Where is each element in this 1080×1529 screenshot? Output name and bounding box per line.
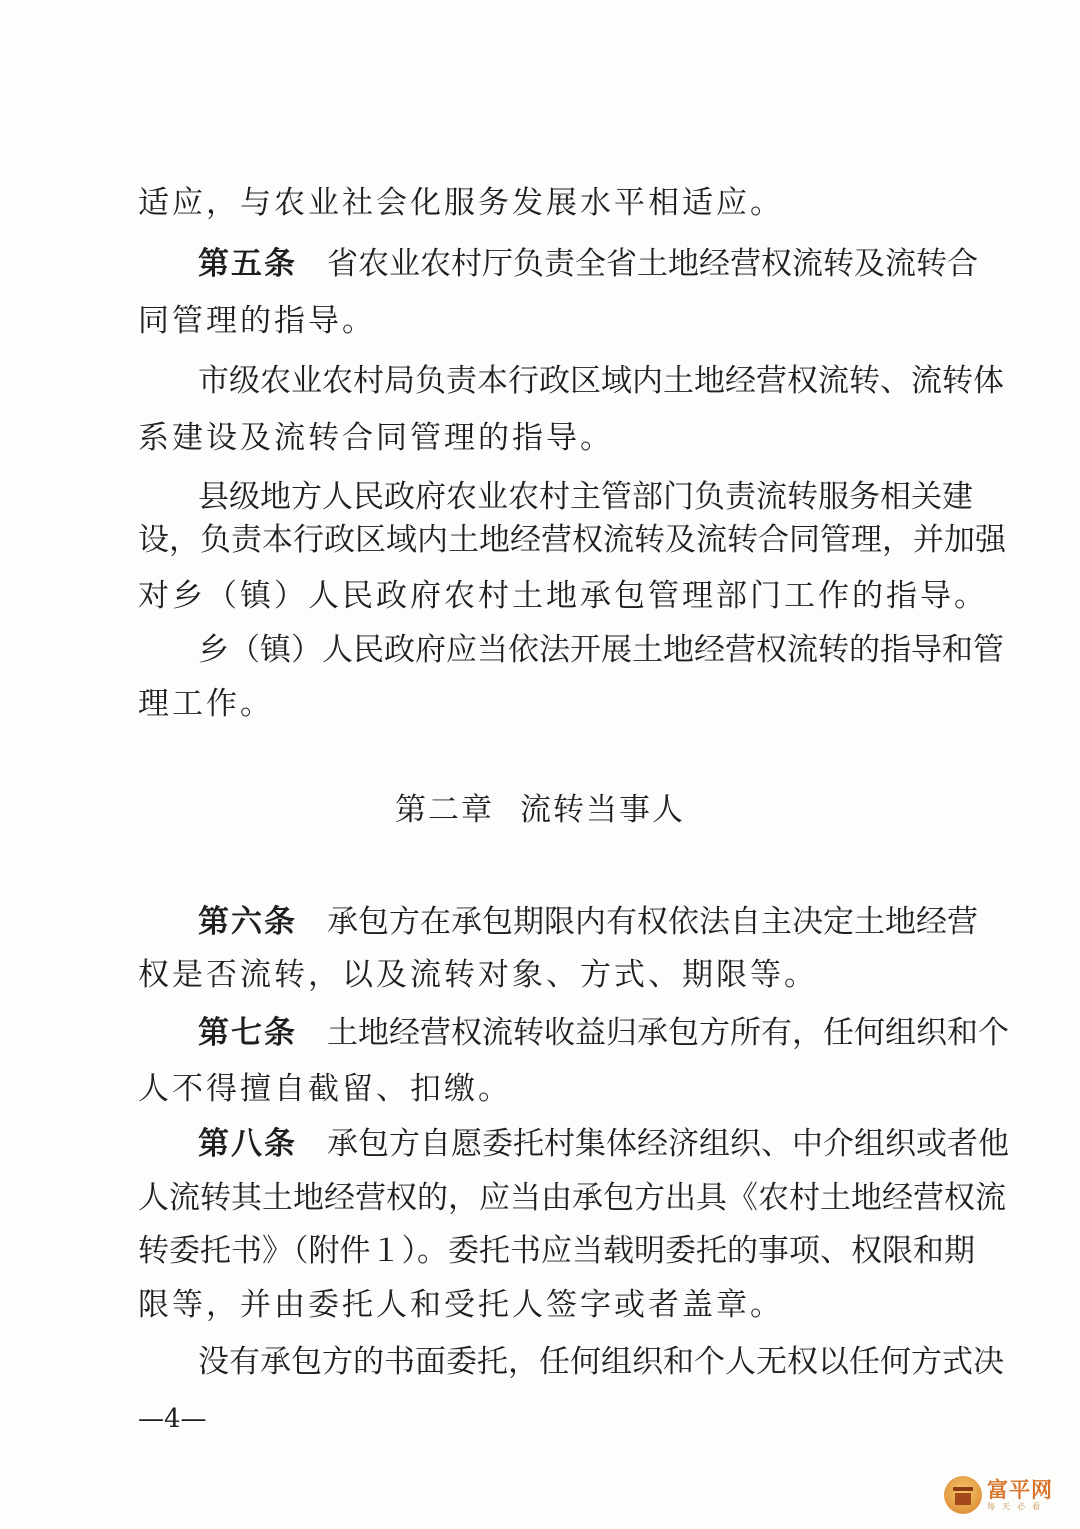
article-6-line xyxy=(198,902,978,942)
article-8-heading: 第八条 xyxy=(198,1126,297,1162)
paragraph-line: 市级农业农村局负责本行政区域内土地经营权流转、流转体 xyxy=(198,363,1004,399)
paragraph-line: 权是否流转，以及流转对象、方式、期限等。 xyxy=(138,957,818,993)
article-6-heading: 第六条 xyxy=(198,904,297,940)
tower-icon xyxy=(944,1476,982,1514)
watermark-slogan: 每天必看 xyxy=(987,1501,1047,1511)
paragraph-line: 省农业农村厅负责全省土地经营权流转及流转合 xyxy=(327,246,978,282)
paragraph-line: 土地经营权流转收益归承包方所有，任何组织和个 xyxy=(327,1015,1009,1051)
paragraph-line: 同管理的指导。 xyxy=(138,303,376,339)
article-7-line xyxy=(198,1013,1009,1053)
paragraph-line: 人流转其土地经营权的，应当由承包方出具《农村土地经营权流 xyxy=(138,1180,1006,1216)
paragraph-line: 承包方自愿委托村集体经济组织、中介组织或者他 xyxy=(327,1126,1009,1162)
paragraph-line: 适应，与农业社会化服务发展水平相适应。 xyxy=(138,185,784,221)
paragraph-line: 县级地方人民政府农业农村主管部门负责流转服务相关建 xyxy=(198,479,973,515)
watermark-logo xyxy=(944,1472,1070,1518)
paragraph-line: 承包方在承包期限内有权依法自主决定土地经营 xyxy=(327,904,978,940)
watermark-name: 富平网 xyxy=(987,1477,1053,1502)
paragraph-line: 系建设及流转合同管理的指导。 xyxy=(138,420,614,456)
paragraph-line: 人不得擅自截留、扣缴。 xyxy=(138,1071,512,1107)
chapter-title: 流转当事人 xyxy=(520,792,685,828)
article-5-heading: 第五条 xyxy=(198,246,297,282)
article-5-line xyxy=(198,244,978,284)
article-7-heading: 第七条 xyxy=(198,1015,297,1051)
chapter-number: 第二章 xyxy=(395,792,494,828)
paragraph-line: 对乡（镇）人民政府农村土地承包管理部门工作的指导。 xyxy=(138,578,988,614)
paragraph-line: 转委托书》（附件１）。委托书应当载明委托的事项、权限和期 xyxy=(138,1233,975,1269)
paragraph-line: 理工作。 xyxy=(138,686,274,722)
article-8-line xyxy=(198,1124,1009,1164)
paragraph-line: 没有承包方的书面委托，任何组织和个人无权以任何方式决 xyxy=(198,1344,1004,1380)
paragraph-line: 乡（镇）人民政府应当依法开展土地经营权流转的指导和管 xyxy=(198,632,1004,668)
paragraph-line: 限等，并由委托人和受托人签字或者盖章。 xyxy=(138,1287,784,1323)
page-number: —4— xyxy=(138,1404,207,1434)
chapter-heading xyxy=(0,790,1080,830)
paragraph-line: 设，负责本行政区域内土地经营权流转及流转合同管理，并加强 xyxy=(138,522,1006,558)
